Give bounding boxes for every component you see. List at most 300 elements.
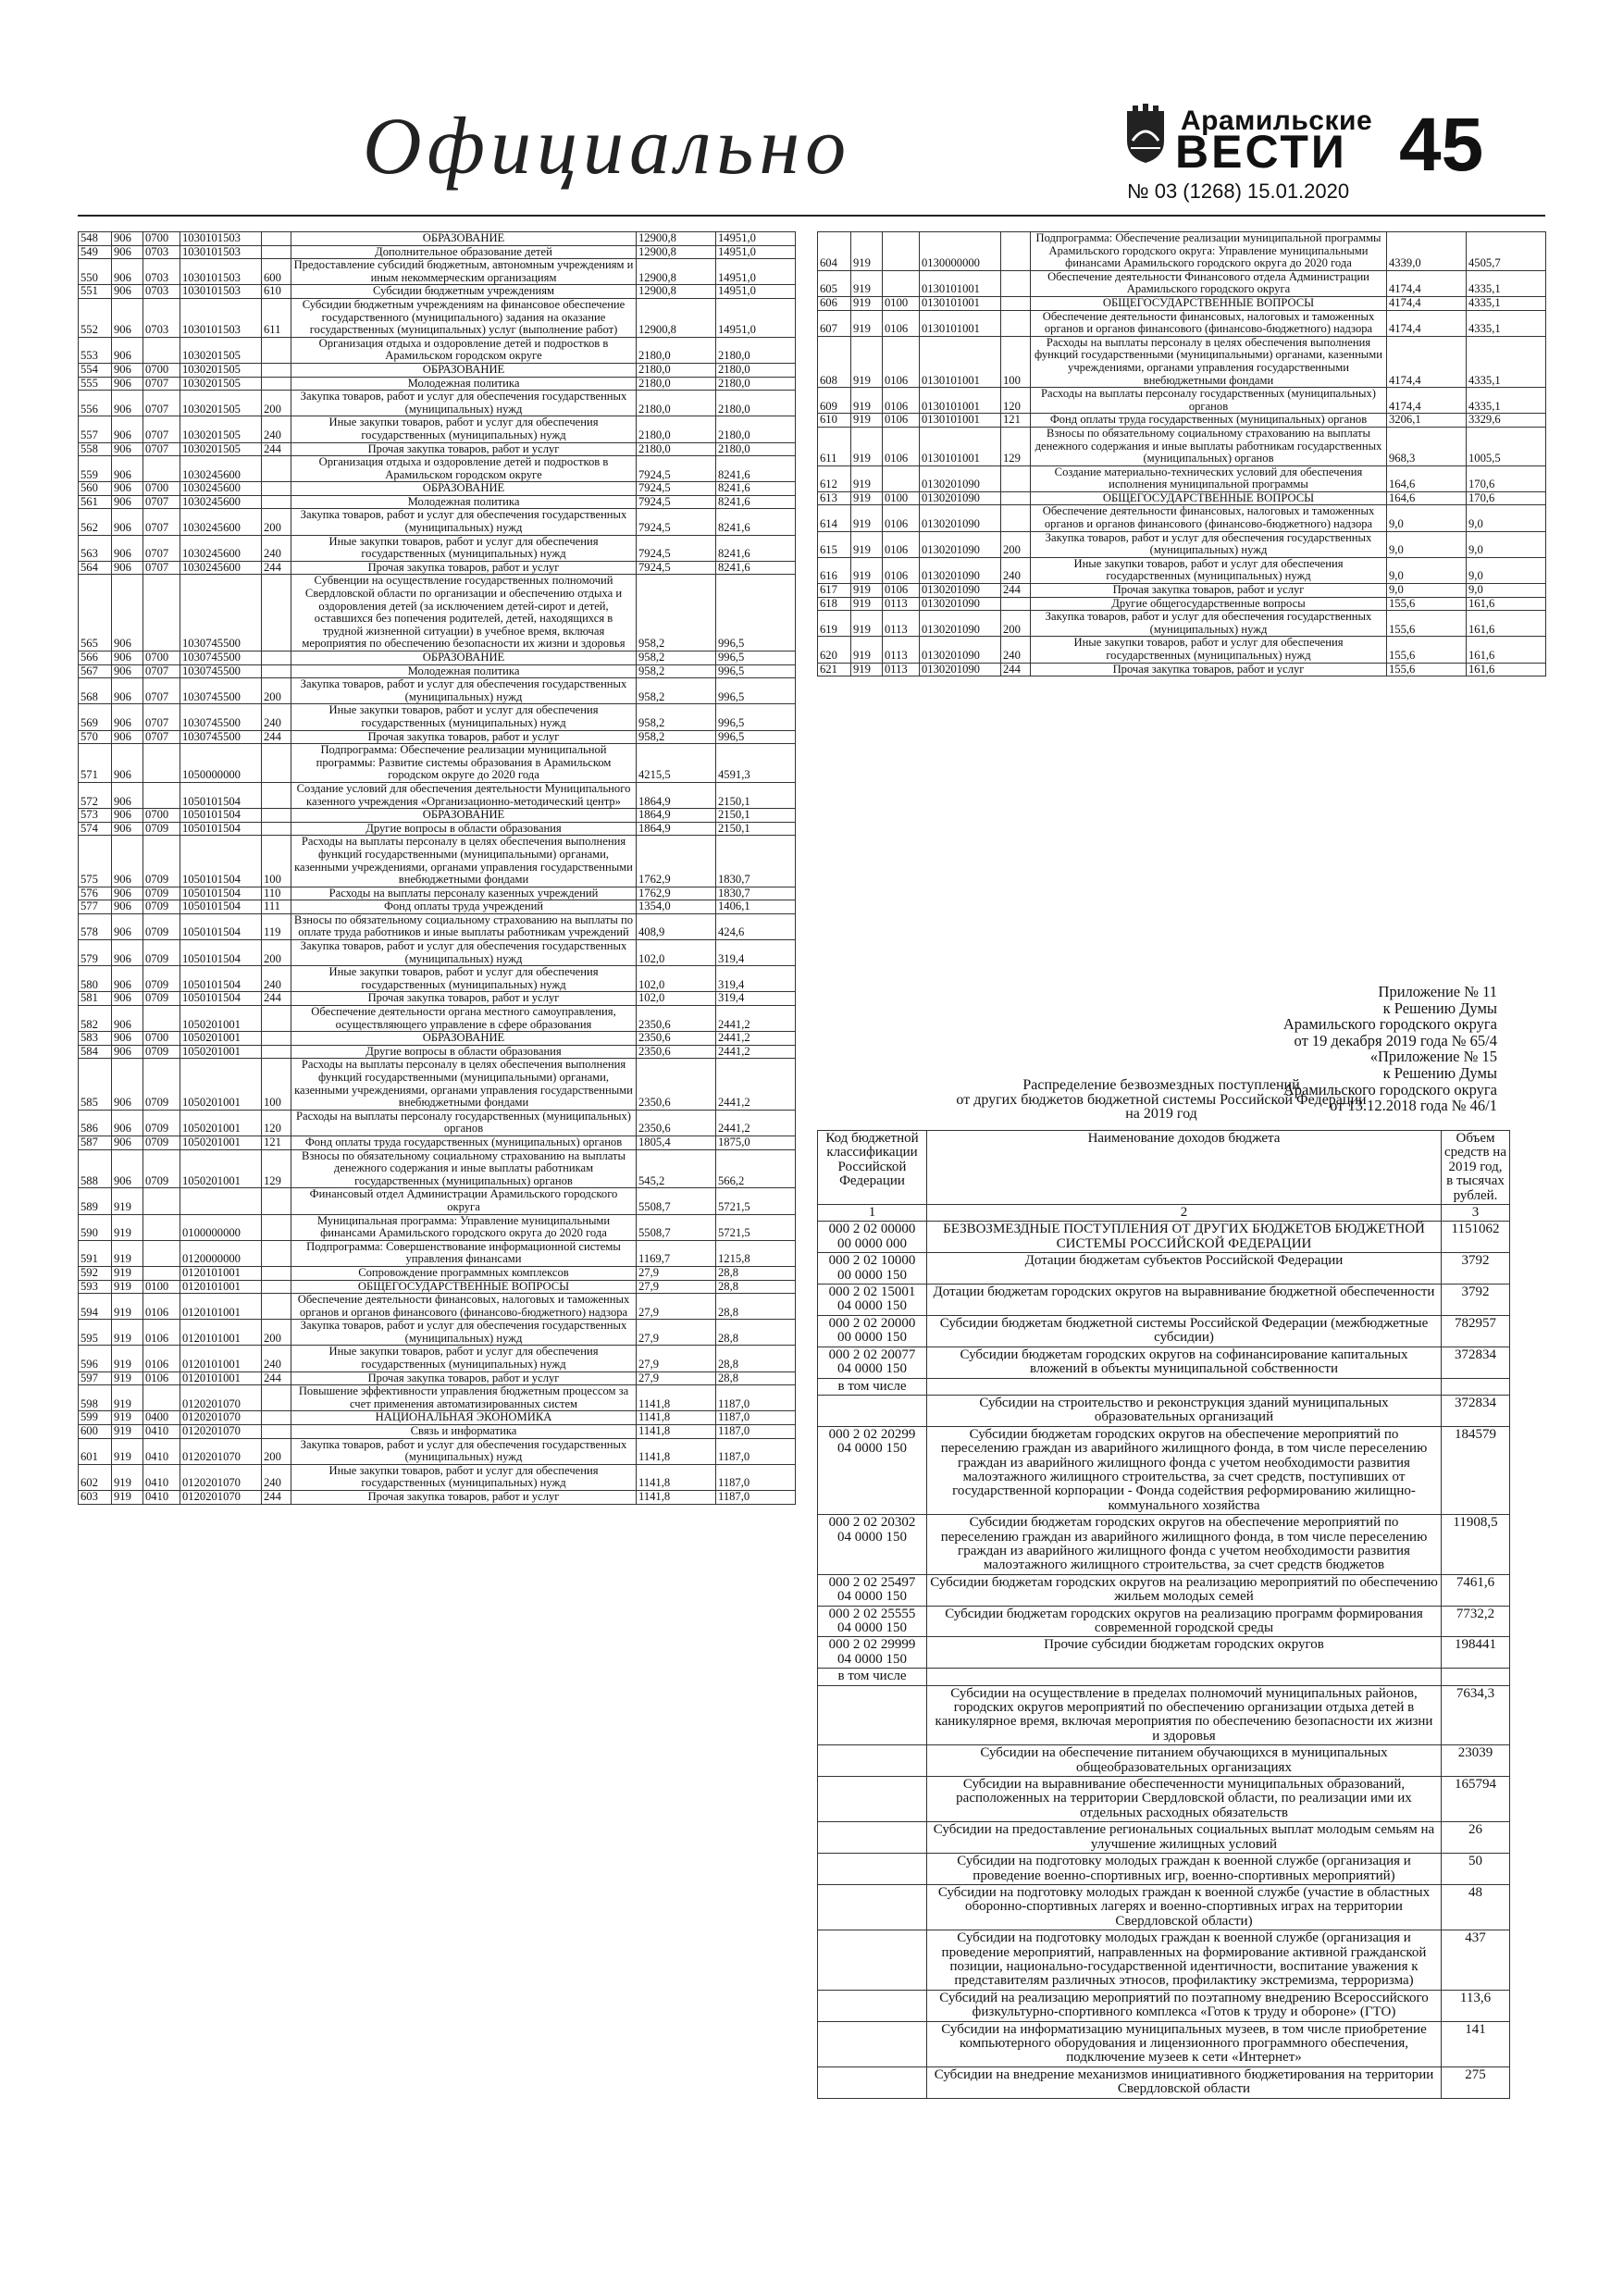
- item-name: Расходы на выплаты персоналу в целях обеспечения выполнения функций государственными (муниципальными) органами, казенными учреждениями, органами управления государственными внебюджетными фондами: [291, 836, 637, 887]
- ministry-code: 906: [112, 992, 143, 1006]
- target-code: 1050201001: [180, 1149, 262, 1188]
- section-code: 0700: [143, 652, 180, 665]
- target-code: 1050000000: [180, 744, 262, 783]
- target-code: 1030101503: [180, 298, 262, 337]
- row-number: 610: [818, 414, 851, 428]
- budget-code: 000 2 02 10000 00 0000 150: [818, 1253, 927, 1285]
- row-number: 578: [79, 913, 112, 939]
- amount-2020: 27,9: [637, 1371, 716, 1385]
- table-row: [818, 1637, 1510, 1669]
- expense-type: [1001, 465, 1031, 491]
- amount-2020: 5508,7: [637, 1214, 716, 1240]
- table-row: [818, 491, 1546, 505]
- section-code: 0709: [143, 887, 180, 900]
- table-row: [79, 482, 796, 496]
- amount-2021: 1187,0: [716, 1411, 796, 1425]
- table-row: [79, 456, 796, 482]
- amount-2020: 2350,6: [637, 1006, 716, 1032]
- section-code: 0106: [883, 336, 920, 387]
- expense-type: [262, 1266, 291, 1280]
- section-code: 0410: [143, 1425, 180, 1439]
- amount-2020: 155,6: [1387, 597, 1467, 611]
- expense-type: [262, 1006, 291, 1032]
- amount-2020: 12900,8: [637, 232, 716, 246]
- ministry-code: 906: [112, 887, 143, 900]
- expense-type: [262, 456, 291, 482]
- item-name: Иные закупки товаров, работ и услуг для обеспечения государственных (муниципальных) нужд: [291, 416, 637, 442]
- item-name: Закупка товаров, работ и услуг для обеспечения государственных (муниципальных) нужд: [291, 1438, 637, 1464]
- section-code: 0707: [143, 535, 180, 561]
- table-row: [79, 744, 796, 783]
- expense-type: 120: [262, 1110, 291, 1136]
- amount-2021: 8241,6: [716, 535, 796, 561]
- revenue-name: Субсидий на реализацию мероприятий по поэтапному внедрению Всероссийского физкультурно-спортивного комплекса «Готов к труду и обороне» (ГТО): [927, 1990, 1442, 2021]
- target-code: 0130201090: [920, 637, 1001, 663]
- amount-2021: 14951,0: [716, 232, 796, 246]
- section-code: 0410: [143, 1464, 180, 1490]
- item-name: Иные закупки товаров, работ и услуг для обеспечения государственных (муниципальных) нужд: [291, 966, 637, 992]
- expense-type: 244: [262, 1491, 291, 1505]
- revenue-amount: 275: [1442, 2066, 1510, 2098]
- ministry-code: 906: [112, 259, 143, 285]
- row-number: 554: [79, 363, 112, 377]
- item-name: Финансовый отдел Администрации Арамильского городского округа: [291, 1188, 637, 1214]
- amount-2020: 9,0: [1387, 584, 1467, 598]
- expense-type: [262, 1188, 291, 1214]
- row-number: 571: [79, 744, 112, 783]
- target-code: 1050101504: [180, 900, 262, 914]
- expense-type: 200: [262, 1320, 291, 1346]
- section-code: 0113: [883, 637, 920, 663]
- revenue-name: Субсидии бюджетам городских округов на обеспечение мероприятий по переселению граждан из аварийного жилищного фонда, в том числе переселению граждан из аварийного жилищного фонда с учетом необходимости развития малоэтажного жилищного строительства, за счет средств бюджетов: [927, 1515, 1442, 1575]
- item-name: ОБЩЕГОСУДАРСТВЕННЫЕ ВОПРОСЫ: [1031, 296, 1387, 310]
- section-code: 0709: [143, 1059, 180, 1110]
- ministry-code: 919: [112, 1240, 143, 1266]
- annex-line: от 13.12.2018 года № 46/1: [1330, 1097, 1497, 1115]
- item-name: Обеспечение деятельности финансовых, налоговых и таможенных органов и органов финансового (финансово-бюджетного) надзора: [1031, 505, 1387, 531]
- item-name: Субсидии бюджетным учреждениям на финансовое обеспечение государственного (муниципального) задания на оказание государственных (муниципальных) услуг (выполнение работ): [291, 298, 637, 337]
- target-code: 1030101503: [180, 232, 262, 246]
- revenue-name: Субсидии на подготовку молодых граждан к военной службе (организация и проведение мероприятий, направленных на формирование активной гражданской позиции, национально-государственной идентичности, воспитание уважения к представителям различных этносов, профилактику экстремизма, терроризма): [927, 1930, 1442, 1991]
- ministry-code: 919: [851, 663, 883, 676]
- amount-2020: 12900,8: [637, 298, 716, 337]
- item-name: Расходы на выплаты персоналу государственных (муниципальных) органов: [1031, 388, 1387, 414]
- table-row: [79, 652, 796, 665]
- table-row: [818, 414, 1546, 428]
- table-row: [79, 575, 796, 652]
- annex-line: Арамильского городского округа: [1282, 1015, 1497, 1034]
- item-name: Муниципальная программа: Управление муниципальными финансами Арамильского городского округа до 2020 года: [291, 1214, 637, 1240]
- target-code: 0120000000: [180, 1240, 262, 1266]
- row-number: 613: [818, 491, 851, 505]
- item-name: Расходы на выплаты персоналу в целях обеспечения выполнения функций государственными (муниципальными) органами, казенными учреждениями, органами управления государственными внебюджетными фондами: [1031, 336, 1387, 387]
- amount-2021: 8241,6: [716, 456, 796, 482]
- row-number: 593: [79, 1280, 112, 1294]
- row-number: 549: [79, 245, 112, 259]
- revenue-amount: 3792: [1442, 1253, 1510, 1285]
- amount-2020: 7924,5: [637, 509, 716, 535]
- target-code: 0120101001: [180, 1320, 262, 1346]
- table-row: [818, 1315, 1510, 1347]
- expense-type: [262, 1032, 291, 1046]
- amount-2021: 9,0: [1467, 531, 1546, 557]
- amount-2020: 27,9: [637, 1294, 716, 1320]
- target-code: 0120201070: [180, 1491, 262, 1505]
- row-number: 562: [79, 509, 112, 535]
- expense-type: 121: [1001, 414, 1031, 428]
- section-code: 0707: [143, 416, 180, 442]
- amount-2020: 9,0: [1387, 531, 1467, 557]
- header-name: Наименование доходов бюджета: [927, 1131, 1442, 1205]
- amount-2020: 1762,9: [637, 887, 716, 900]
- ministry-code: 906: [112, 232, 143, 246]
- expense-type: 121: [262, 1136, 291, 1149]
- ministry-code: 906: [112, 678, 143, 704]
- row-number: 583: [79, 1032, 112, 1046]
- target-code: 1050101504: [180, 822, 262, 836]
- section-code: 0709: [143, 966, 180, 992]
- amount-2020: 9,0: [1387, 557, 1467, 583]
- amount-2021: 996,5: [716, 575, 796, 652]
- amount-2020: 4174,4: [1387, 310, 1467, 336]
- row-number: 592: [79, 1266, 112, 1280]
- row-number: 614: [818, 505, 851, 531]
- expense-type: 200: [262, 940, 291, 966]
- table-row: [79, 730, 796, 744]
- section-code: 0106: [883, 427, 920, 465]
- ministry-code: 919: [851, 531, 883, 557]
- ministry-code: 906: [112, 1045, 143, 1059]
- revenue-name: Субсидии на информатизацию муниципальных музеев, в том числе приобретение компьютерного оборудования и лицензионного программного обеспечения, подключение музеев к сети «Интернет»: [927, 2021, 1442, 2066]
- ministry-code: 906: [112, 1006, 143, 1032]
- item-name: Фонд оплаты труда государственных (муниципальных) органов: [1031, 414, 1387, 428]
- section-code: 0707: [143, 664, 180, 678]
- amount-2020: 102,0: [637, 992, 716, 1006]
- amount-2020: 27,9: [637, 1280, 716, 1294]
- row-number: 589: [79, 1188, 112, 1214]
- target-code: 1030201505: [180, 391, 262, 416]
- section-code: 0707: [143, 730, 180, 744]
- amount-2021: 170,6: [1467, 465, 1546, 491]
- section-code: 0700: [143, 809, 180, 823]
- row-number: 594: [79, 1294, 112, 1320]
- expense-type: 240: [262, 704, 291, 730]
- table-row: [79, 782, 796, 808]
- amount-2021: 4591,3: [716, 744, 796, 783]
- budget-code: [818, 1854, 927, 1885]
- section-code: 0709: [143, 1045, 180, 1059]
- amount-2021: 9,0: [1467, 505, 1546, 531]
- expense-type: [262, 652, 291, 665]
- revenue-amount: 3792: [1442, 1285, 1510, 1316]
- amount-2021: 9,0: [1467, 584, 1546, 598]
- ministry-code: 906: [112, 730, 143, 744]
- revenue-amount: 113,6: [1442, 1990, 1510, 2021]
- item-name: Закупка товаров, работ и услуг для обеспечения государственных (муниципальных) нужд: [291, 678, 637, 704]
- target-code: 1030245600: [180, 561, 262, 575]
- target-code: 0130101001: [920, 296, 1001, 310]
- amount-2020: 1141,8: [637, 1385, 716, 1411]
- table-row: [79, 1371, 796, 1385]
- item-name: Субвенции на осуществление государственных полномочий Свердловской области по организации и обеспечению отдыха и оздоровления детей (за исключением детей-сирот и детей, оставшихся без попечения родителей, детей, находящихся в трудной жизненной ситуации) в учебное время, включая мероприятия по обеспечению безопасности их жизни и здоровья: [291, 575, 637, 652]
- table-row: [818, 1822, 1510, 1854]
- budget-code: [818, 1395, 927, 1426]
- section-code: 0707: [143, 391, 180, 416]
- expense-type: [262, 1411, 291, 1425]
- section-code: [143, 575, 180, 652]
- section-code: [143, 1266, 180, 1280]
- row-number: 559: [79, 456, 112, 482]
- table-row: [79, 1136, 796, 1149]
- table-row: [79, 1059, 796, 1110]
- section-code: 0700: [143, 232, 180, 246]
- item-name: Другие общегосударственные вопросы: [1031, 597, 1387, 611]
- table-row: [79, 900, 796, 914]
- table-row: [79, 1346, 796, 1371]
- amount-2020: 27,9: [637, 1320, 716, 1346]
- section-code: 0709: [143, 900, 180, 914]
- expense-type: [1001, 310, 1031, 336]
- row-number: 576: [79, 887, 112, 900]
- revenue-name: Субсидии бюджетам городских округов на реализацию программ формирования современной городской среды: [927, 1606, 1442, 1637]
- table-row: [79, 535, 796, 561]
- expense-type: [262, 822, 291, 836]
- table-row: [818, 1253, 1510, 1285]
- target-code: 0130201090: [920, 597, 1001, 611]
- annex-line: от 19 декабря 2019 года № 65/4: [1294, 1031, 1497, 1049]
- target-code: 0130201090: [920, 491, 1001, 505]
- amount-2020: 27,9: [637, 1346, 716, 1371]
- table-row: [79, 809, 796, 823]
- expense-type: 240: [1001, 557, 1031, 583]
- expense-type: 244: [262, 1371, 291, 1385]
- target-code: 1030745500: [180, 664, 262, 678]
- ministry-code: 906: [112, 416, 143, 442]
- target-code: 0100000000: [180, 1214, 262, 1240]
- target-code: 0120201070: [180, 1464, 262, 1490]
- expense-type: [262, 1425, 291, 1439]
- target-code: 0120101001: [180, 1346, 262, 1371]
- expense-type: 600: [262, 259, 291, 285]
- row-number: 609: [818, 388, 851, 414]
- table-row: [79, 1214, 796, 1240]
- ministry-code: 906: [112, 782, 143, 808]
- row-number: 602: [79, 1464, 112, 1490]
- amount-2021: 996,5: [716, 664, 796, 678]
- amount-2021: 14951,0: [716, 298, 796, 337]
- section-code: [883, 232, 920, 271]
- table-row: [79, 1385, 796, 1411]
- ministry-code: 906: [112, 337, 143, 363]
- expense-type: 200: [262, 509, 291, 535]
- amount-2020: 2180,0: [637, 391, 716, 416]
- expense-type: [262, 337, 291, 363]
- amount-2021: 1406,1: [716, 900, 796, 914]
- revenue-amount: 372834: [1442, 1347, 1510, 1378]
- item-name: Фонд оплаты труда государственных (муниципальных) органов: [291, 1136, 637, 1149]
- section-code: 0400: [143, 1411, 180, 1425]
- section-code: 0106: [883, 388, 920, 414]
- target-code: 0120101001: [180, 1294, 262, 1320]
- distribution-title-line: Распределение безвозмездных поступлений: [1022, 1077, 1300, 1093]
- amount-2020: 958,2: [637, 652, 716, 665]
- row-number: 565: [79, 575, 112, 652]
- table-row: [818, 1222, 1510, 1253]
- item-name: Организация отдыха и оздоровление детей и подростков в Арамильском городском округе: [291, 337, 637, 363]
- target-code: 1030245600: [180, 482, 262, 496]
- ministry-code: 919: [851, 296, 883, 310]
- table-row: [818, 1378, 1510, 1395]
- table-row: [79, 509, 796, 535]
- target-code: 1030745500: [180, 575, 262, 652]
- amount-2021: 996,5: [716, 678, 796, 704]
- section-code: [883, 270, 920, 296]
- expense-type: 200: [1001, 611, 1031, 637]
- amount-2020: 1762,9: [637, 836, 716, 887]
- revenue-amount: 7732,2: [1442, 1606, 1510, 1637]
- target-code: 1030201505: [180, 337, 262, 363]
- budget-code: [818, 1930, 927, 1991]
- section-code: 0106: [143, 1294, 180, 1320]
- ministry-code: 919: [851, 414, 883, 428]
- table-row: [79, 285, 796, 299]
- ministry-code: 906: [112, 1110, 143, 1136]
- target-code: 1030245600: [180, 495, 262, 509]
- item-name: Взносы по обязательному социальному страхованию на выплаты денежного содержания и иные выплаты работникам государственных (муниципальных) органов: [291, 1149, 637, 1188]
- expense-type: [262, 1294, 291, 1320]
- amount-2020: 7924,5: [637, 561, 716, 575]
- target-code: [180, 1188, 262, 1214]
- expense-type: [262, 1214, 291, 1240]
- table-row: [818, 1990, 1510, 2021]
- section-title: Официально: [363, 102, 852, 192]
- section-code: 0100: [883, 491, 920, 505]
- ministry-code: 919: [851, 491, 883, 505]
- ministry-code: 906: [112, 966, 143, 992]
- item-name: Другие вопросы в области образования: [291, 822, 637, 836]
- row-number: 618: [818, 597, 851, 611]
- amount-2020: 1141,8: [637, 1425, 716, 1439]
- ministry-code: 906: [112, 495, 143, 509]
- item-name: Закупка товаров, работ и услуг для обеспечения государственных (муниципальных) нужд: [291, 940, 637, 966]
- amount-2021: 2441,2: [716, 1110, 796, 1136]
- section-code: 0707: [143, 561, 180, 575]
- item-name: Закупка товаров, работ и услуг для обеспечения государственных (муниципальных) нужд: [291, 509, 637, 535]
- amount-2021: 8241,6: [716, 561, 796, 575]
- amount-2021: 28,8: [716, 1294, 796, 1320]
- item-name: Создание условий для обеспечения деятельности Муниципального казенного учреждения «Организационно-методический центр»: [291, 782, 637, 808]
- revenue-name: Субсидии на осуществление в пределах полномочий муниципальных районов, городских округов мероприятий по обеспечению организации отдыха детей в каникулярное время, включая мероприятия по обеспечению безопасности их жизни и здоровья: [927, 1685, 1442, 1745]
- target-code: 1050101504: [180, 836, 262, 887]
- revenue-name: Субсидии бюджетам городских округов на обеспечение мероприятий по переселению граждан из аварийного жилищного фонда, в том числе переселению граждан из аварийного жилищного фонда с учетом необходимости развития малоэтажного жилищного строительства, за счет средств, поступивших от государственной корпорации - Фонда содействия реформированию жилищно-коммунального хозяйства: [927, 1426, 1442, 1514]
- ministry-code: 906: [112, 1149, 143, 1188]
- row-number: 586: [79, 1110, 112, 1136]
- amount-2020: 155,6: [1387, 611, 1467, 637]
- revenue-name: Субсидии на обеспечение питанием обучающихся в муниципальных общеобразовательных организациях: [927, 1745, 1442, 1777]
- amount-2021: 2150,1: [716, 822, 796, 836]
- row-number: 611: [818, 427, 851, 465]
- section-code: 0113: [883, 597, 920, 611]
- expense-type: [1001, 232, 1031, 271]
- amount-2021: 161,6: [1467, 611, 1546, 637]
- amount-2021: 996,5: [716, 652, 796, 665]
- amount-2021: 28,8: [716, 1266, 796, 1280]
- table-row: [79, 495, 796, 509]
- target-code: 0130101001: [920, 336, 1001, 387]
- amount-2020: 958,2: [637, 704, 716, 730]
- budget-code: [818, 1685, 927, 1745]
- header-amount: Объем средств на 2019 год, в тысячах рублей.: [1442, 1131, 1510, 1205]
- expense-type: 244: [262, 442, 291, 456]
- table-row: [79, 1294, 796, 1320]
- budget-code: [818, 1884, 927, 1930]
- target-code: 0120201070: [180, 1425, 262, 1439]
- revenue-table: [817, 1130, 1510, 2099]
- item-name: Молодежная политика: [291, 664, 637, 678]
- annex-line: к Решению Думы: [1382, 999, 1497, 1017]
- target-code: 1050201001: [180, 1136, 262, 1149]
- distribution-title: [817, 1078, 1505, 1122]
- expense-type: [262, 744, 291, 783]
- amount-2021: 2180,0: [716, 337, 796, 363]
- amount-2020: 1141,8: [637, 1491, 716, 1505]
- ministry-code: 906: [112, 704, 143, 730]
- ministry-code: 919: [851, 427, 883, 465]
- amount-2021: 170,6: [1467, 491, 1546, 505]
- item-name: Расходы на выплаты персоналу казенных учреждений: [291, 887, 637, 900]
- item-name: Иные закупки товаров, работ и услуг для обеспечения государственных (муниципальных) нужд: [291, 704, 637, 730]
- expense-type: 244: [262, 561, 291, 575]
- target-code: 0130201090: [920, 611, 1001, 637]
- table-row: [79, 337, 796, 363]
- expense-type: [1001, 491, 1031, 505]
- ministry-code: 919: [851, 310, 883, 336]
- section-code: 0700: [143, 363, 180, 377]
- ministry-code: 919: [112, 1425, 143, 1439]
- row-number: 582: [79, 1006, 112, 1032]
- ministry-code: 919: [851, 270, 883, 296]
- expense-type: [262, 782, 291, 808]
- amount-2021: 996,5: [716, 730, 796, 744]
- table-row: [818, 1930, 1510, 1991]
- table-row: [79, 1045, 796, 1059]
- section-code: [143, 744, 180, 783]
- ministry-code: 919: [112, 1385, 143, 1411]
- amount-2020: 102,0: [637, 966, 716, 992]
- section-code: 0106: [883, 414, 920, 428]
- amount-2020: 12900,8: [637, 285, 716, 299]
- section-code: 0106: [883, 557, 920, 583]
- table-row: [818, 611, 1546, 637]
- amount-2021: 1187,0: [716, 1438, 796, 1464]
- section-code: 0709: [143, 940, 180, 966]
- amount-2020: 408,9: [637, 913, 716, 939]
- ministry-code: 906: [112, 900, 143, 914]
- target-code: 1030101503: [180, 245, 262, 259]
- table-row: [818, 1606, 1510, 1637]
- ministry-code: 919: [112, 1346, 143, 1371]
- amount-2021: 424,6: [716, 913, 796, 939]
- target-code: 1050201001: [180, 1032, 262, 1046]
- section-code: [143, 1188, 180, 1214]
- ministry-code: 919: [851, 465, 883, 491]
- section-code: 0106: [143, 1346, 180, 1371]
- section-code: 0100: [143, 1280, 180, 1294]
- revenue-amount: 26: [1442, 1822, 1510, 1854]
- section-code: 0703: [143, 285, 180, 299]
- ministry-code: 906: [112, 245, 143, 259]
- row-number: 561: [79, 495, 112, 509]
